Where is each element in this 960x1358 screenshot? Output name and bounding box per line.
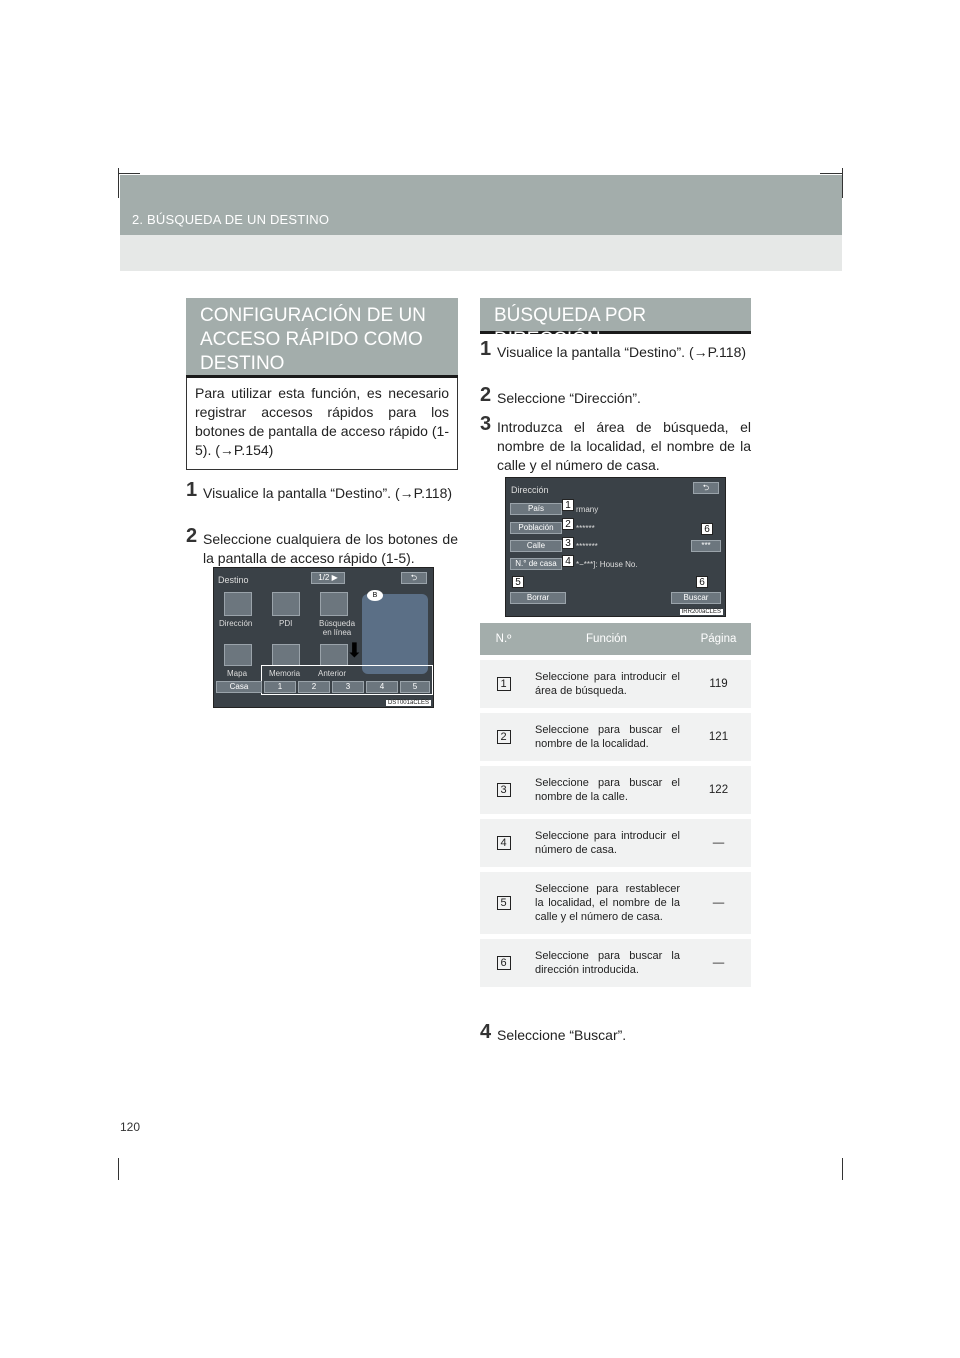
page-header bbox=[120, 175, 842, 271]
anterior-button[interactable] bbox=[320, 644, 348, 666]
row-number-cell bbox=[480, 870, 527, 937]
row-number-cell bbox=[480, 937, 527, 988]
crop-mark bbox=[820, 173, 842, 174]
row-function: Seleccione para introducir el número de casa. bbox=[527, 817, 686, 870]
left-step-2 bbox=[186, 525, 458, 568]
right-step-1 bbox=[480, 338, 751, 362]
quick-button-1[interactable]: 1 bbox=[264, 681, 296, 693]
step-text: Seleccione “Buscar”. bbox=[497, 1027, 627, 1043]
step-number: 1 bbox=[480, 338, 492, 360]
col-header-num: N.º bbox=[480, 623, 527, 658]
step-number: 2 bbox=[480, 384, 492, 406]
down-arrow-icon: ⬇ bbox=[346, 640, 363, 662]
calle-button[interactable]: Calle bbox=[510, 540, 562, 552]
callout-2: 2 bbox=[562, 518, 574, 530]
row-page: 119 bbox=[686, 658, 751, 711]
quick-button-5[interactable]: 5 bbox=[400, 681, 430, 693]
page-number: 120 bbox=[120, 1120, 141, 1134]
right-step-2 bbox=[480, 384, 751, 408]
intro-box: Para utilizar esta función, es necesario registrar accesos rápidos para los botones de pantalla de acceso rápido (1-5). (→P.154) bbox=[186, 378, 458, 470]
direccion-button[interactable] bbox=[224, 592, 252, 616]
row-function: Seleccione para introducir el área de búsqueda. bbox=[527, 658, 686, 711]
direccion-screenshot bbox=[505, 477, 726, 617]
busqueda-label: Búsqueda en línea bbox=[318, 619, 356, 637]
step-text: Visualice la pantalla “Destino”. (→P.118) bbox=[203, 485, 453, 501]
row-function: Seleccione para restablecer la localidad, el nombre de la calle y el número de casa. bbox=[527, 870, 686, 937]
row-number-cell bbox=[480, 711, 527, 764]
table-row bbox=[480, 817, 751, 870]
row-number-cell bbox=[480, 658, 527, 711]
callout-6: 6 bbox=[701, 523, 713, 535]
section-heading-left: CONFIGURACIÓN DE UN ACCESO RÁPIDO COMO DESTINO bbox=[186, 298, 458, 378]
section-heading-right: BÚSQUEDA POR DIRECCIÓN bbox=[480, 298, 751, 334]
crop-mark bbox=[118, 1158, 119, 1180]
row-number: 6 bbox=[497, 956, 511, 970]
poblacion-value: ****** bbox=[576, 524, 595, 533]
table-row bbox=[480, 764, 751, 817]
step-text: Introduzca el área de búsqueda, el nombre de la localidad, el nombre de la calle y el número de casa. bbox=[497, 419, 751, 473]
right-step-4 bbox=[480, 1021, 751, 1045]
header-title: 2. BÚSQUEDA DE UN DESTINO bbox=[132, 212, 330, 227]
casa-button[interactable]: Casa bbox=[216, 681, 262, 693]
step-number: 1 bbox=[186, 479, 198, 501]
function-table bbox=[480, 623, 751, 987]
memoria-label: Memoria bbox=[269, 669, 301, 678]
row-number: 2 bbox=[497, 730, 511, 744]
destino-screenshot bbox=[213, 567, 434, 708]
borrar-button[interactable]: Borrar bbox=[510, 592, 566, 604]
table-row bbox=[480, 658, 751, 711]
step-number: 3 bbox=[480, 413, 492, 435]
europe-map bbox=[362, 594, 428, 674]
quick-button-2[interactable]: 2 bbox=[298, 681, 330, 693]
back-button[interactable]: ⮌ bbox=[693, 482, 719, 494]
screen-title: Dirección bbox=[511, 485, 549, 495]
table-row bbox=[480, 937, 751, 988]
step-number: 2 bbox=[186, 525, 198, 547]
row-number: 1 bbox=[497, 677, 511, 691]
row-page: — bbox=[686, 817, 751, 870]
row-page: — bbox=[686, 870, 751, 937]
table-row bbox=[480, 870, 751, 937]
quick-button-4[interactable]: 4 bbox=[366, 681, 398, 693]
row-page: 121 bbox=[686, 711, 751, 764]
anterior-label: Anterior bbox=[318, 669, 347, 678]
left-step-1 bbox=[186, 479, 458, 503]
image-code: DST001aCLES bbox=[387, 700, 429, 706]
crop-mark bbox=[842, 1158, 843, 1180]
b-icon: B bbox=[367, 590, 383, 601]
poblacion-button[interactable]: Población bbox=[510, 522, 562, 534]
pais-button[interactable]: País bbox=[510, 503, 562, 515]
row-function: Seleccione para buscar el nombre de la localidad. bbox=[527, 711, 686, 764]
pdi-button[interactable] bbox=[272, 592, 300, 616]
step-text: Visualice la pantalla “Destino”. (→P.118) bbox=[497, 344, 747, 360]
step-number: 4 bbox=[480, 1021, 492, 1043]
mapa-button[interactable] bbox=[224, 644, 252, 666]
table-row bbox=[480, 711, 751, 764]
page-indicator[interactable]: 1/2 ▶ bbox=[311, 572, 345, 584]
row-number: 5 bbox=[497, 896, 511, 910]
row-function: Seleccione para buscar el nombre de la calle. bbox=[527, 764, 686, 817]
screen-title: Destino bbox=[218, 575, 249, 585]
numero-value: *−***]: House No. bbox=[576, 560, 638, 569]
step-text: Seleccione “Dirección”. bbox=[497, 390, 641, 406]
image-code: IRR200aCLES bbox=[681, 609, 721, 615]
row-number-cell bbox=[480, 817, 527, 870]
row-page: 122 bbox=[686, 764, 751, 817]
buscar-button[interactable]: Buscar bbox=[671, 592, 721, 604]
right-step-3 bbox=[480, 413, 751, 475]
crop-mark bbox=[118, 173, 140, 174]
callout-5: 5 bbox=[512, 576, 524, 588]
numero-button[interactable]: N.° de casa bbox=[510, 558, 562, 570]
step-text: Seleccione cualquiera de los botones de la pantalla de acceso rápido (1-5). bbox=[203, 531, 458, 566]
side-button[interactable]: *** bbox=[691, 540, 721, 552]
row-function: Seleccione para buscar la dirección introducida. bbox=[527, 937, 686, 988]
pais-value: rmany bbox=[576, 505, 599, 514]
table-header-row bbox=[480, 623, 751, 658]
row-page: — bbox=[686, 937, 751, 988]
col-header-function: Función bbox=[527, 623, 686, 658]
callout-4: 4 bbox=[562, 555, 574, 567]
memoria-button[interactable] bbox=[272, 644, 300, 666]
busqueda-button[interactable] bbox=[320, 592, 348, 616]
calle-value: ******* bbox=[576, 542, 598, 551]
crop-mark bbox=[842, 168, 843, 198]
row-number-cell bbox=[480, 764, 527, 817]
row-number: 4 bbox=[497, 836, 511, 850]
col-header-page: Página bbox=[686, 623, 751, 658]
callout-1: 1 bbox=[562, 499, 574, 511]
callout-6: 6 bbox=[696, 576, 708, 588]
mapa-label: Mapa bbox=[227, 669, 248, 678]
row-number: 3 bbox=[497, 783, 511, 797]
callout-3: 3 bbox=[562, 537, 574, 549]
quick-button-3[interactable]: 3 bbox=[332, 681, 364, 693]
direccion-label: Dirección bbox=[219, 619, 253, 628]
back-button[interactable]: ⮌ bbox=[401, 572, 427, 584]
pdi-label: PDI bbox=[279, 619, 293, 628]
